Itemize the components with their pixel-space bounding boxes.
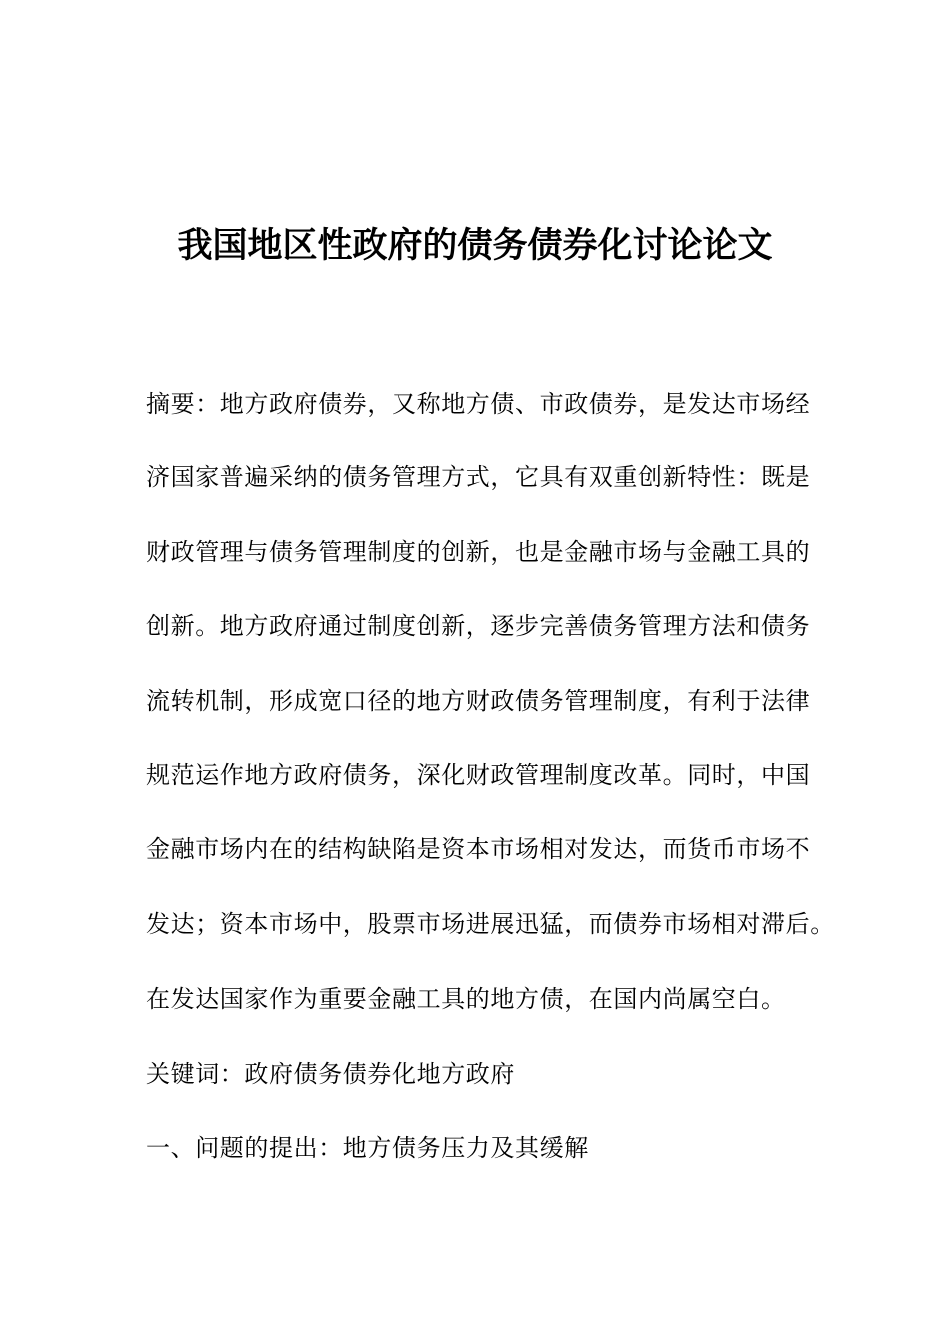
- abstract-line: 财政管理与债务管理制度的创新，也是金融市场与金融工具的: [146, 538, 811, 566]
- keywords: 关键词：政府债务债券化地方政府: [146, 1060, 515, 1088]
- abstract-line: 规范运作地方政府债务，深化财政管理制度改革。同时，中国: [146, 761, 811, 789]
- abstract-line: 创新。地方政府通过制度创新，逐步完善债务管理方法和债务: [146, 612, 811, 640]
- abstract-line: 流转机制，形成宽口径的地方财政债务管理制度，有利于法律: [146, 687, 811, 715]
- abstract-line: 在发达国家作为重要金融工具的地方债，在国内尚属空白。: [146, 985, 786, 1013]
- abstract-line: 摘要：地方政府债券，又称地方债、市政债券，是发达市场经: [146, 390, 811, 418]
- document-title: 我国地区性政府的债务债券化讨论论文: [177, 226, 773, 266]
- abstract-line: 发达；资本市场中，股票市场进展迅猛，而债券市场相对滞后。: [146, 910, 835, 938]
- section-heading: 一、问题的提出：地方债务压力及其缓解: [146, 1134, 589, 1162]
- abstract-line: 金融市场内在的结构缺陷是资本市场相对发达，而货币市场不: [146, 835, 811, 863]
- abstract-line: 济国家普遍采纳的债务管理方式，它具有双重创新特性：既是: [146, 463, 811, 491]
